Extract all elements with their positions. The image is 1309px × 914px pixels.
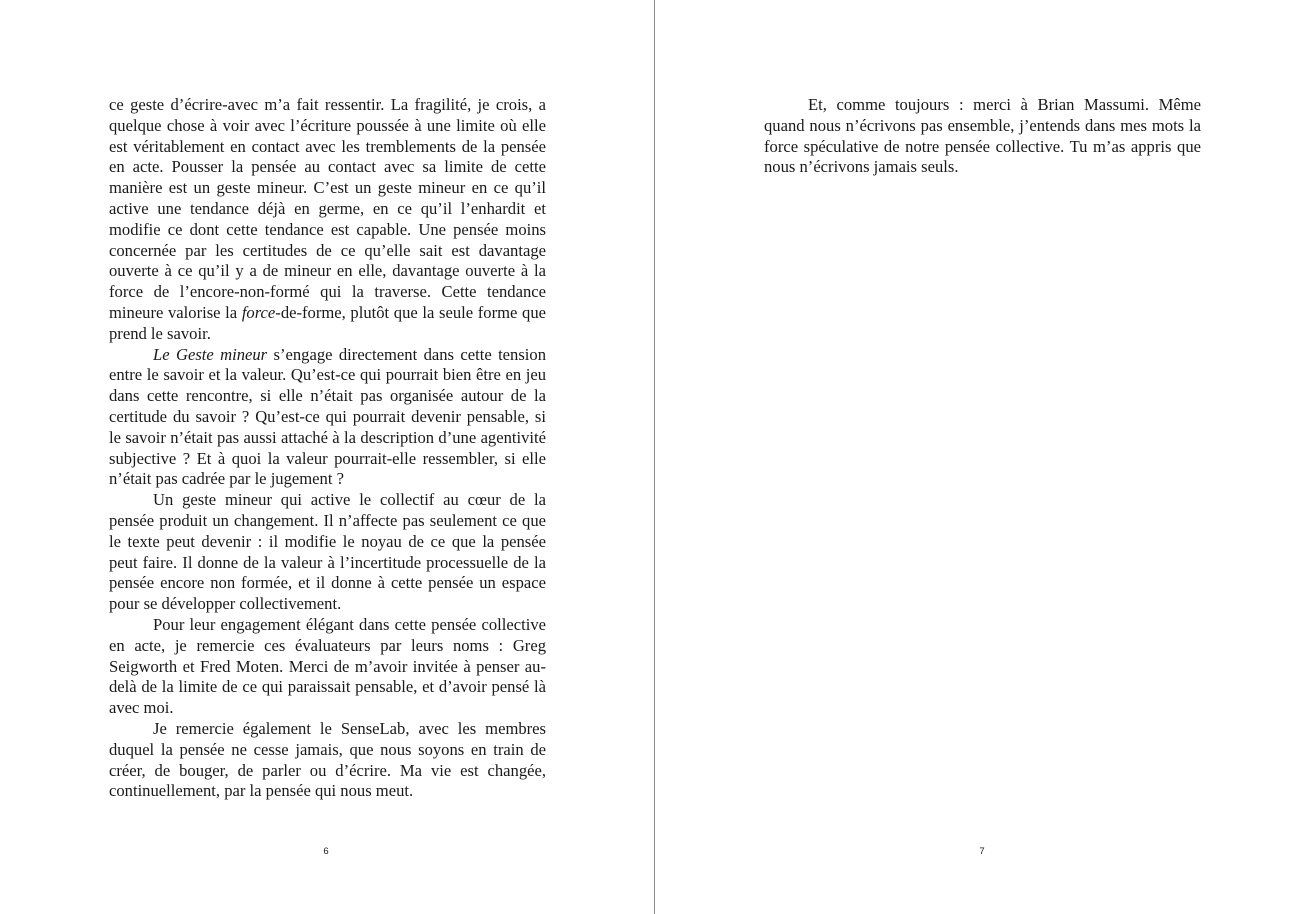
text-run: s’engage directement dans cette tension entre le savoir et la valeur. Qu’est-ce qui pourrait bien être en jeu dans cette rencontre, si elle n’était pas organisée autour de la certitude du savoir ? Qu’est-ce qui pourrait devenir pensable, si le savoir n’était pas aussi attaché à la description d’une agentivité subjective ? Et à quoi la valeur pourrait-elle ressembler, si elle n’était pas cadrée par le jugement ?	[109, 344, 547, 489]
text-run: Pour leur engagement élégant dans cette pensée collective en acte, je remercie ces évaluateurs par leurs noms : Greg Seigworth et Fred Moten. Merci de m’avoir invitée à penser au-delà de la limite de ce qui paraissait pensable, et d’avoir pensé là avec moi.	[109, 614, 546, 718]
page-number: 7	[979, 846, 985, 857]
paragraph	[109, 345, 546, 491]
page-number: 6	[323, 846, 329, 857]
left-page	[0, 0, 654, 914]
left-page-text	[109, 95, 546, 802]
text-run: Et, comme toujours : merci à Brian Massumi. Même quand nous n’écrivons pas ensemble, j’entends dans mes mots la force spéculative de notre pensée collective. Tu m’as appris que nous n’écrivons jamais seuls.	[764, 95, 1201, 177]
right-page-text	[764, 95, 1201, 178]
text-run: -de-forme, plutôt que la seule forme que prend le savoir.	[109, 302, 546, 343]
italic-text-run: force	[241, 302, 276, 322]
paragraph	[764, 95, 1201, 178]
right-page	[655, 0, 1309, 914]
text-run: ce geste d’écrire-avec m’a fait ressentir. La fragilité, je crois, a quelque chose à voir avec l’écriture poussée à une limite où elle est véritablement en contact avec les tremblements de la pensée en acte. Pousser la pensée au contact avec sa limite de cette manière est un geste mineur. C’est un geste mineur en ce qu’il active une tendance déjà en germe, en ce qu’il l’enhardit et modifie ce dont cette tendance est capable. Une pensée moins concernée par les certitudes de ce qu’elle sait est davantage ouverte à ce qu’il y a de mineur en elle, davantage ouverte à la force de l’encore-non-formé qui la traverse. Cette tendance mineure valorise la	[109, 95, 546, 322]
paragraph	[109, 719, 546, 802]
paragraph	[109, 615, 546, 719]
text-run: Je remercie également le SenseLab, avec les membres duquel la pensée ne cesse jamais, que nous soyons en train de créer, de bouger, de parler ou d’écrire. Ma vie est changée, continuellement, par la pensée qui nous meut.	[109, 718, 546, 801]
paragraph	[109, 490, 546, 615]
text-run: Un geste mineur qui active le collectif au cœur de la pensée produit un changement. Il n’affecte pas seulement ce que le texte peut devenir : il modifie le noyau de ce que la pensée peut faire. Il donne de la valeur à l’incertitude processuelle de la pensée encore non formée, et il donne à cette pensée un espace pour se développer collectivement.	[109, 490, 546, 614]
paragraph	[109, 95, 546, 345]
book-title: Le Geste mineur	[153, 344, 268, 364]
